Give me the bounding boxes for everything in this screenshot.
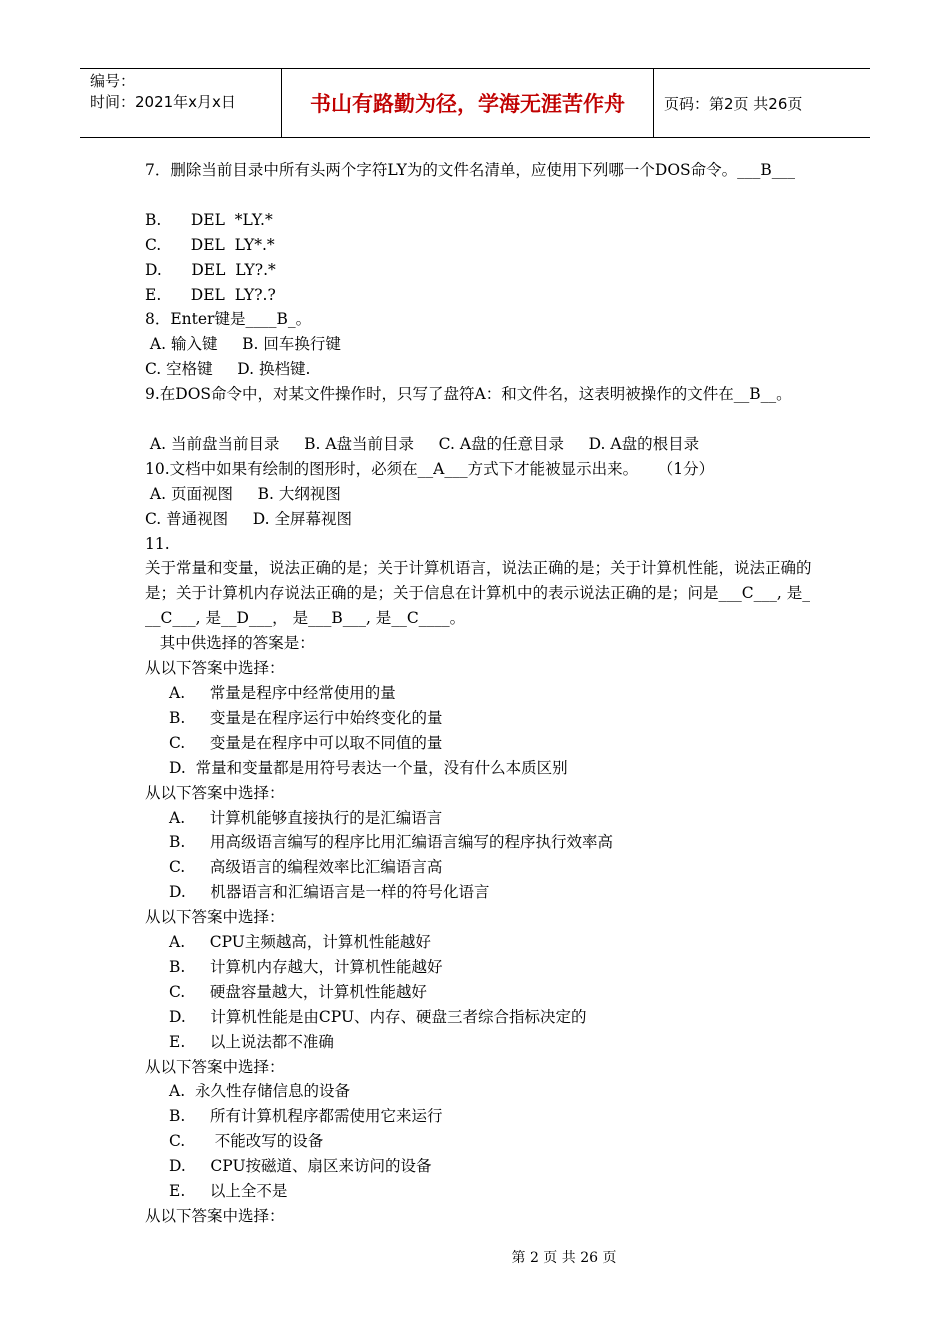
footer-page-number: 第 2 页 共 26 页 [511,1250,617,1266]
option-line: A. 输入键 B. 回车换行键 [145,335,341,354]
option-line: E. 以上说法都不准确 [169,1032,334,1051]
option-line: C. 变量是在程序中可以取不同值的量 [169,733,443,752]
option-line: D. CPU按磁道、扇区来访问的设备 [169,1157,432,1176]
question-11: 11. [145,534,170,553]
question-8: 8．Enter键是____B_。 [145,310,312,329]
header-motto: 书山有路勤为径，学海无涯苦作舟 [282,69,654,137]
header-meta [80,69,282,137]
question-9: 9.在DOS命令中，对某文件操作时，只写了盘符A：和文件名，这表明被操作的文件在__B__。 [145,385,792,404]
option-line: B. 所有计算机程序都需使用它来运行 [169,1107,443,1126]
choose-heading: 从以下答案中选择： [145,659,285,678]
page-footer [0,1247,950,1267]
option-line: A. 常量是程序中经常使用的量 [169,683,396,702]
number-label: 编号： [90,72,136,90]
question-11-stem: 关于常量和变量，说法正确的是；关于计算机语言，说法正确的是；关于计算机性能，说法正确的是；关于计算机内存说法正确的是；关于信息在计算机中的表示说法正确的是；问是___C___, 是___C___, 是__D___， 是___B___, 是__C____。 [145,559,812,628]
option-line: A. 页面视图 B. 大纲视图 [145,484,341,503]
option-line: D. 常量和变量都是用符号表达一个量，没有什么本质区别 [169,758,568,777]
option-line: D. DEL LY?.* [145,260,276,279]
option-line: B. DEL *LY.* [145,210,273,229]
option-line: C. 高级语言的编程效率比汇编语言高 [169,858,443,877]
time-label: 时间：2021年x月x日 [90,93,236,111]
option-line: A. 永久性存储信息的设备 [169,1082,350,1101]
option-line: A. 当前盘当前目录 B. A盘当前目录 C. A盘的任意目录 D. A盘的根目录 [145,434,700,453]
option-line: C. 不能改写的设备 [169,1132,324,1151]
page-header [80,68,870,138]
question-10: 10.文档中如果有绘制的图形时，必须在__A___方式下才能被显示出来。 （1分） [145,459,715,478]
option-line: C. DEL LY*.* [145,235,275,254]
option-line: A. CPU主频越高，计算机性能越好 [169,933,431,952]
choose-heading: 从以下答案中选择： [145,1057,285,1076]
answer-intro: 其中供选择的答案是： [145,634,315,653]
header-page-info: 页码：第2页 共26页 [664,94,803,113]
option-line: E. 以上全不是 [169,1182,288,1201]
option-line: B. 变量是在程序运行中始终变化的量 [169,708,443,727]
option-line: C. 普通视图 D. 全屏幕视图 [145,509,353,528]
option-line: A. 计算机能够直接执行的是汇编语言 [169,808,443,827]
option-line: B. 计算机内存越大，计算机性能越好 [169,957,443,976]
option-line: E. DEL LY?.? [145,285,276,304]
option-line: C. 硬盘容量越大，计算机性能越好 [169,982,427,1001]
choose-heading: 从以下答案中选择： [145,783,285,802]
choose-heading: 从以下答案中选择： [145,1207,285,1225]
option-line: B. 用高级语言编写的程序比用汇编语言编写的程序执行效率高 [169,833,613,852]
choose-heading: 从以下答案中选择： [145,908,285,927]
option-line: D. 机器语言和汇编语言是一样的符号化语言 [169,883,490,902]
option-line: D. 计算机性能是由CPU、内存、硬盘三者综合指标决定的 [169,1007,587,1026]
question-7: 7．删除当前目录中所有头两个字符LY为的文件名清单，应使用下列哪一个DOS命令。___B___ [145,161,796,179]
option-line: C. 空格键 D. 换档键. [145,360,311,379]
document-body [145,158,815,1229]
